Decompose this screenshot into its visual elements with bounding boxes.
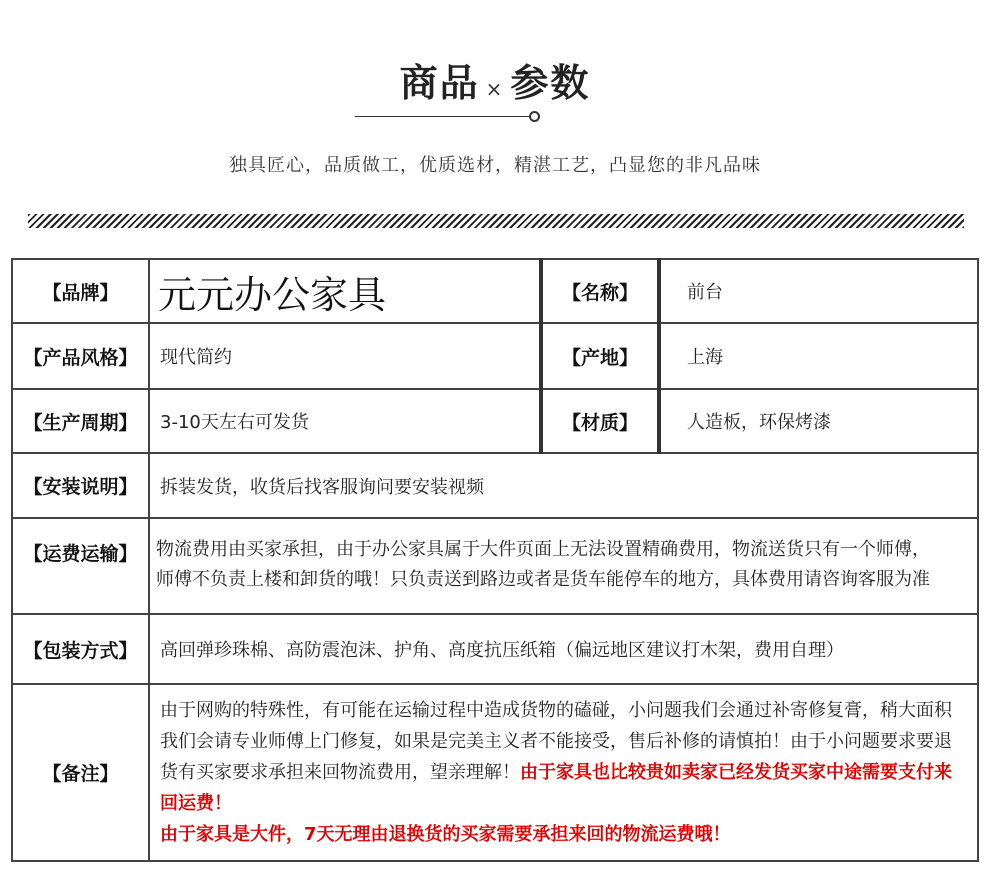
origin-value: 上海 [659, 323, 978, 389]
title-separator: × [485, 77, 505, 101]
shipping-line-1: 物流费用由买家承担，由于办公家具属于大件页面上无法设置精确费用，物流送货只有一个师傅， [156, 539, 930, 560]
subtitle: 独具匠心，品质做工，优质选材，精湛工艺，凸显您的非凡品味 [229, 155, 761, 176]
notes-label: 【备注】 [12, 684, 149, 861]
table-row [12, 684, 978, 861]
install-label: 【安装说明】 [12, 453, 149, 518]
hatched-divider [28, 214, 964, 228]
name-label: 【名称】 [541, 259, 659, 323]
cycle-label: 【生产周期】 [12, 389, 149, 453]
table-row [12, 453, 978, 518]
table-row [12, 259, 978, 323]
table-row [12, 614, 978, 684]
cycle-value: 3-10天左右可发货 [149, 389, 541, 453]
title-underline [355, 116, 529, 117]
page-title [0, 52, 990, 107]
spec-table [11, 258, 979, 862]
name-value: 前台 [659, 259, 978, 323]
notes-cell [149, 684, 978, 861]
title-right: 参数 [510, 61, 591, 105]
table-row [12, 518, 978, 614]
title-left: 商品 [399, 61, 480, 105]
style-value: 现代简约 [149, 323, 541, 389]
material-label: 【材质】 [541, 389, 659, 453]
notes-normal: 由于网购的特殊性，有可能在运输过程中造成货物的磕碰，小问题我们会通过补寄修复膏，稍大面积我们会请专业师傅上门修复，如果是完美主义者不能接受，售后补修的请慎拍！由于小问题要求要退货有买家要求承担来回物流费用，望亲理解！ [160, 700, 952, 783]
packing-label: 【包装方式】 [12, 614, 149, 684]
packing-value: 高回弹珍珠棉、高防震泡沫、护角、高度抗压纸箱（偏远地区建议打木架，费用自理） [149, 614, 978, 684]
shipping-line-2: 师傅不负责上楼和卸货的哦！只负责送到路边或者是货车能停车的地方，具体费用请咨询客服为准 [156, 569, 930, 590]
notes-red-2: 由于家具是大件，7天无理由退换货的买家需要承担来回的物流运费哦！ [160, 824, 731, 845]
notes-text [150, 695, 977, 850]
install-value: 拆装发货，收货后找客服询问要安装视频 [149, 453, 978, 518]
brand-value: 元元办公家具 [149, 259, 541, 323]
material-value: 人造板，环保烤漆 [659, 389, 978, 453]
table-row [12, 323, 978, 389]
shipping-cell [149, 518, 978, 614]
notes-red-1: 由于家具也比较贵如卖家已经发货买家中途需要支付来回运费！ [160, 762, 952, 814]
shipping-label: 【运费运输】 [12, 518, 149, 614]
style-label: 【产品风格】 [12, 323, 149, 389]
table-row [12, 389, 978, 453]
origin-label: 【产地】 [541, 323, 659, 389]
brand-label: 【品牌】 [12, 259, 149, 323]
title-underline-ring [529, 111, 540, 122]
